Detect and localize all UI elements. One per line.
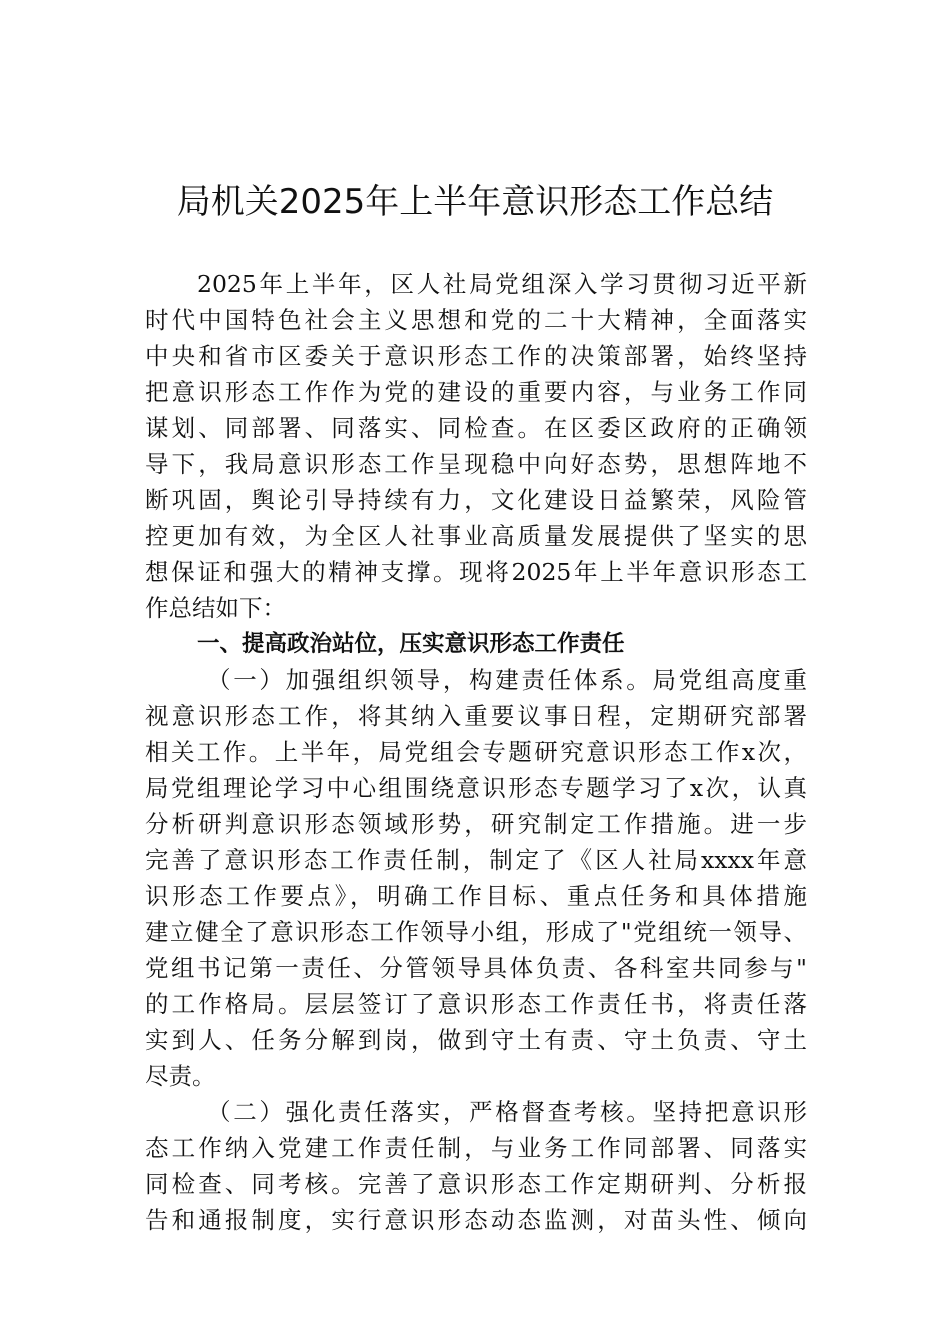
paragraph-line: （一）加强组织领导，构建责任体系。局党组高度重: [207, 666, 807, 694]
paragraph-line: 识形态工作要点》，明确工作目标、重点任务和具体措施: [145, 882, 807, 910]
paragraph-line: 局党组理论学习中心组围绕意识形态专题学习了x次，认真: [145, 774, 807, 802]
paragraph-line: 建立健全了意识形态工作领导小组，形成了"党组统一领导、: [145, 918, 807, 946]
document-title: 局机关2025年上半年意识形态工作总结: [176, 182, 774, 222]
paragraph-line: 尽责。: [145, 1062, 216, 1090]
paragraph-line: 想保证和强大的精神支撑。现将2025年上半年意识形态工: [145, 558, 807, 586]
paragraph-line: 视意识形态工作，将其纳入重要议事日程，定期研究部署: [145, 702, 807, 730]
paragraph-line: 告和通报制度，实行意识形态动态监测，对苗头性、倾向: [145, 1206, 807, 1234]
paragraph-line: 2025年上半年，区人社局党组深入学习贯彻习近平新: [197, 270, 807, 298]
paragraph-line: 实到人、任务分解到岗，做到守土有责、守土负责、守土: [145, 1026, 807, 1054]
paragraph-line: 断巩固，舆论引导持续有力，文化建设日益繁荣，风险管: [145, 486, 807, 514]
paragraph-line: 作总结如下：: [145, 594, 286, 622]
paragraph-line: 时代中国特色社会主义思想和党的二十大精神，全面落实: [145, 306, 807, 334]
paragraph-line: 同检查、同考核。完善了意识形态工作定期研判、分析报: [145, 1170, 807, 1198]
paragraph-line: 相关工作。上半年，局党组会专题研究意识形态工作x次，: [145, 738, 807, 766]
document-body: [145, 266, 807, 1238]
paragraph-line: 中央和省市区委关于意识形态工作的决策部署，始终坚持: [145, 342, 807, 370]
paragraph-line: 控更加有效，为全区人社事业高质量发展提供了坚实的思: [145, 522, 807, 550]
paragraph-line: 完善了意识形态工作责任制，制定了《区人社局xxxx年意: [145, 846, 807, 874]
paragraph-line: 态工作纳入党建工作责任制，与业务工作同部署、同落实: [145, 1134, 807, 1162]
paragraph-line: 分析研判意识形态领域形势，研究制定工作措施。进一步: [145, 810, 807, 838]
paragraph-line: 导下，我局意识形态工作呈现稳中向好态势，思想阵地不: [145, 450, 807, 478]
paragraph-line: 把意识形态工作作为党的建设的重要内容，与业务工作同: [145, 378, 807, 406]
paragraph-line: （二）强化责任落实，严格督查考核。坚持把意识形: [207, 1098, 807, 1126]
paragraph-line: 谋划、同部署、同落实、同检查。在区委区政府的正确领: [145, 414, 807, 442]
paragraph-line: 党组书记第一责任、分管领导具体负责、各科室共同参与": [145, 954, 807, 982]
paragraph-line: 的工作格局。层层签订了意识形态工作责任书，将责任落: [145, 990, 807, 1018]
section-heading: 一、提高政治站位，压实意识形态工作责任: [197, 631, 625, 657]
